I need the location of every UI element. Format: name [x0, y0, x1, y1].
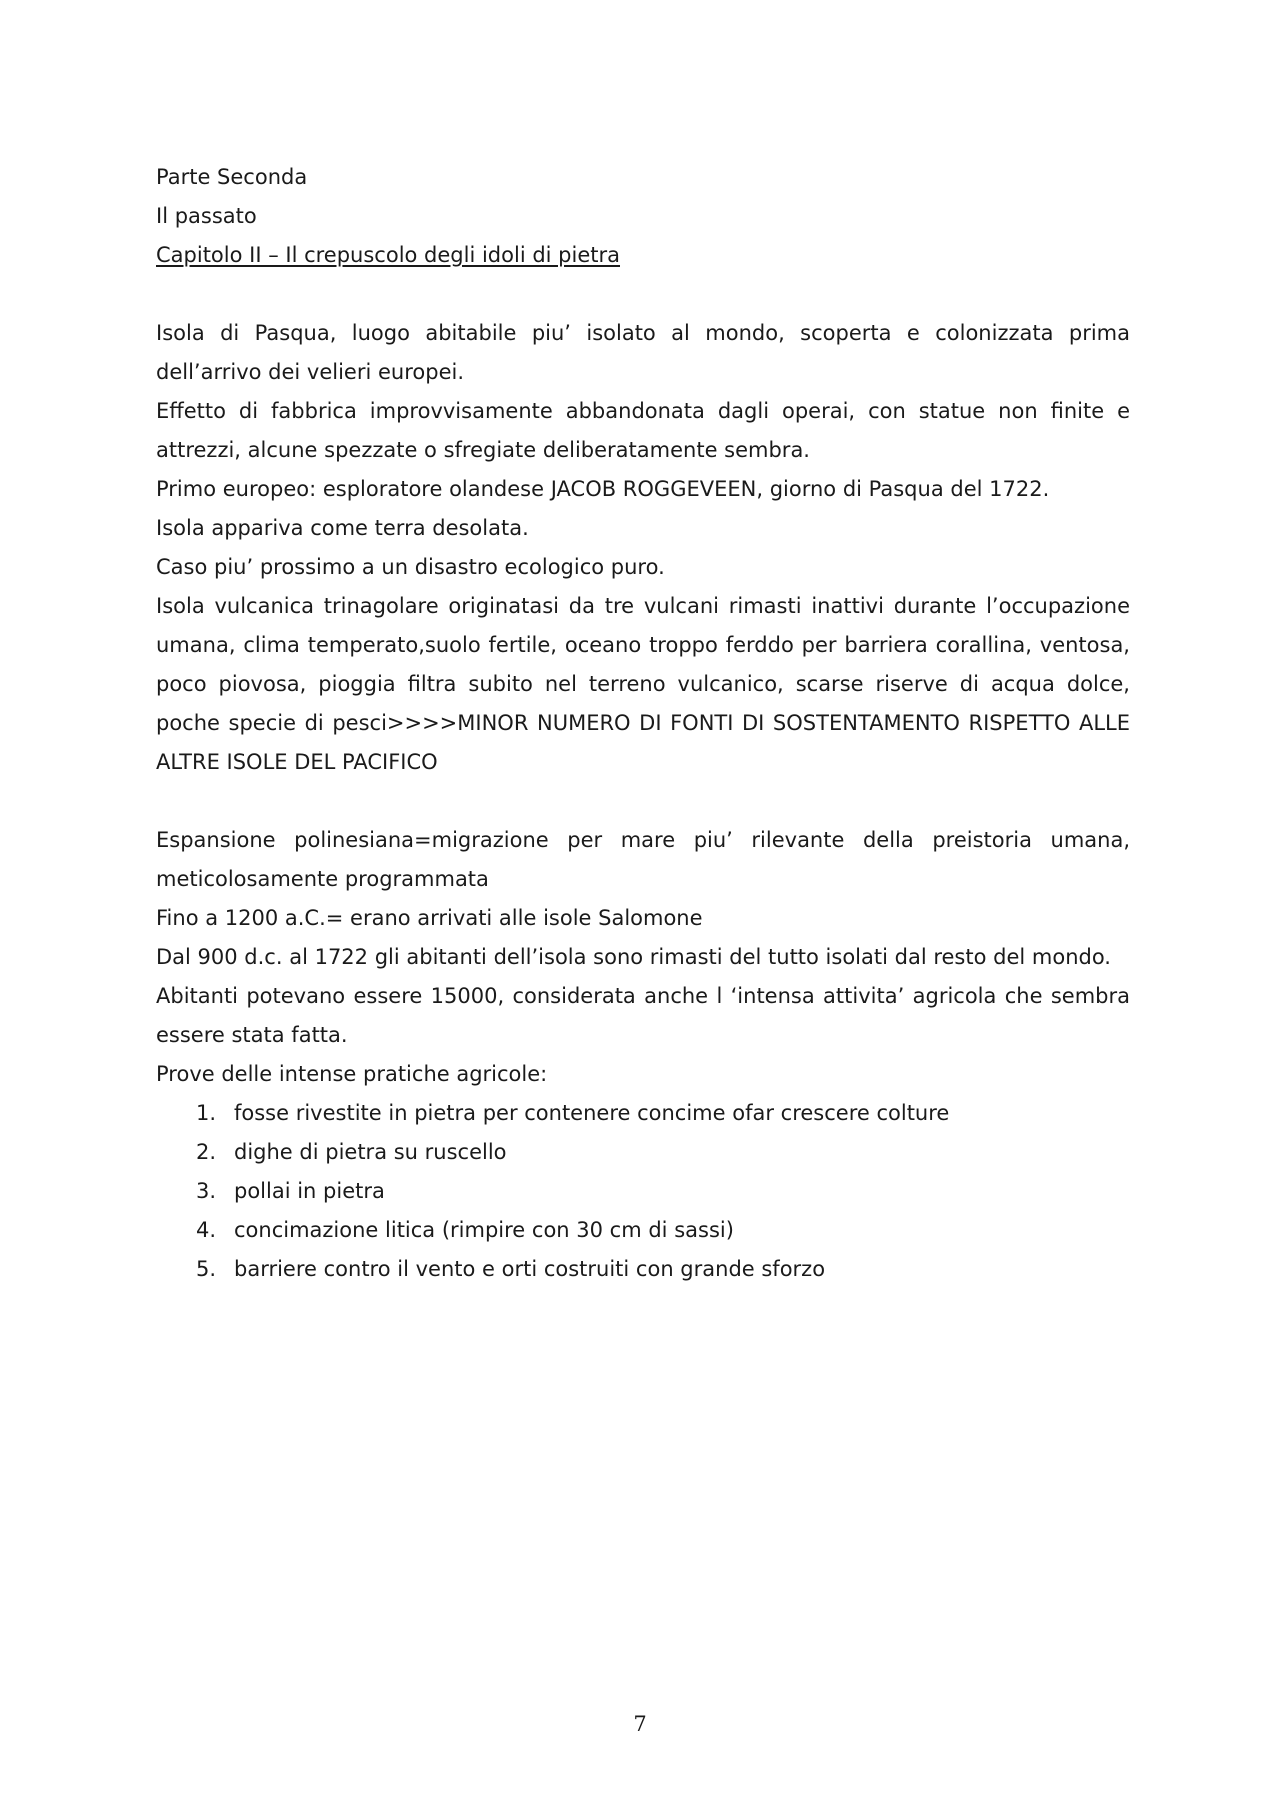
paragraph: Isola appariva come terra desolata. — [156, 516, 529, 540]
paragraph: Isola di Pasqua, luogo abitabile piu’ isolato al mondo, scoperta e colonizzata prima dell’arrivo dei velieri europei. — [156, 321, 1130, 384]
paragraph: Abitanti potevano essere 15000, considerata anche l ‘intensa attivita’ agricola che sembra essere stata fatta. — [156, 984, 1130, 1047]
list-item-text: barriere contro il vento e orti costruiti con grande sforzo — [234, 1257, 826, 1281]
list-item-number: 2. — [196, 1140, 217, 1164]
list-item — [196, 1133, 1130, 1172]
blank-line — [156, 782, 1130, 821]
part-heading: Parte Seconda — [156, 165, 308, 189]
paragraph: Caso piu’ prossimo a un disastro ecologico puro. — [156, 555, 665, 579]
part-subtitle: Il passato — [156, 204, 257, 228]
paragraph: Isola vulcanica trinagolare originatasi da tre vulcani rimasti inattivi durante l’occupazione umana, clima temperato,suolo fertile, oceano troppo ferddo per barriera corallina, ventosa, poco piovosa, pioggia filtra subito nel terreno vulcanico, scarse riserve di acqua dolce, poche specie di pesci>>>>MINOR NUMERO DI FONTI DI SOSTENTAMENTO RISPETTO ALLE ALTRE ISOLE DEL PACIFICO — [156, 594, 1130, 774]
page-number: 7 — [633, 1712, 647, 1736]
paragraph: Fino a 1200 a.C.= erano arrivati alle isole Salomone — [156, 906, 703, 930]
paragraph: Primo europeo: esploratore olandese JACOB ROGGEVEEN, giorno di Pasqua del 1722. — [156, 477, 1050, 501]
paragraph: Espansione polinesiana=migrazione per mare piu’ rilevante della preistoria umana, meticolosamente programmata — [156, 828, 1130, 891]
list-item-number: 3. — [196, 1179, 217, 1203]
list-item-number: 1. — [196, 1101, 217, 1125]
list-item-text: fosse rivestite in pietra per contenere concime ofar crescere colture — [234, 1101, 950, 1125]
list-item-text: concimazione litica (rimpire con 30 cm di sassi) — [234, 1218, 734, 1242]
list-item-text: pollai in pietra — [234, 1179, 385, 1203]
blank-line — [156, 275, 1130, 314]
chapter-title: Capitolo II – Il crepuscolo degli idoli di pietra — [156, 243, 620, 267]
document-body — [156, 158, 1130, 1289]
list-item — [196, 1250, 1130, 1289]
list-item — [196, 1211, 1130, 1250]
paragraph: Dal 900 d.c. al 1722 gli abitanti dell’isola sono rimasti del tutto isolati dal resto del mondo. — [156, 945, 1111, 969]
list-item — [196, 1094, 1130, 1133]
paragraph: Prove delle intense pratiche agricole: — [156, 1062, 548, 1086]
numbered-list — [156, 1094, 1130, 1289]
list-item-text: dighe di pietra su ruscello — [234, 1140, 507, 1164]
list-item-number: 4. — [196, 1218, 217, 1242]
list-item-number: 5. — [196, 1257, 217, 1281]
paragraph: Effetto di fabbrica improvvisamente abbandonata dagli operai, con statue non finite e attrezzi, alcune spezzate o sfregiate deliberatamente sembra. — [156, 399, 1130, 462]
list-item — [196, 1172, 1130, 1211]
